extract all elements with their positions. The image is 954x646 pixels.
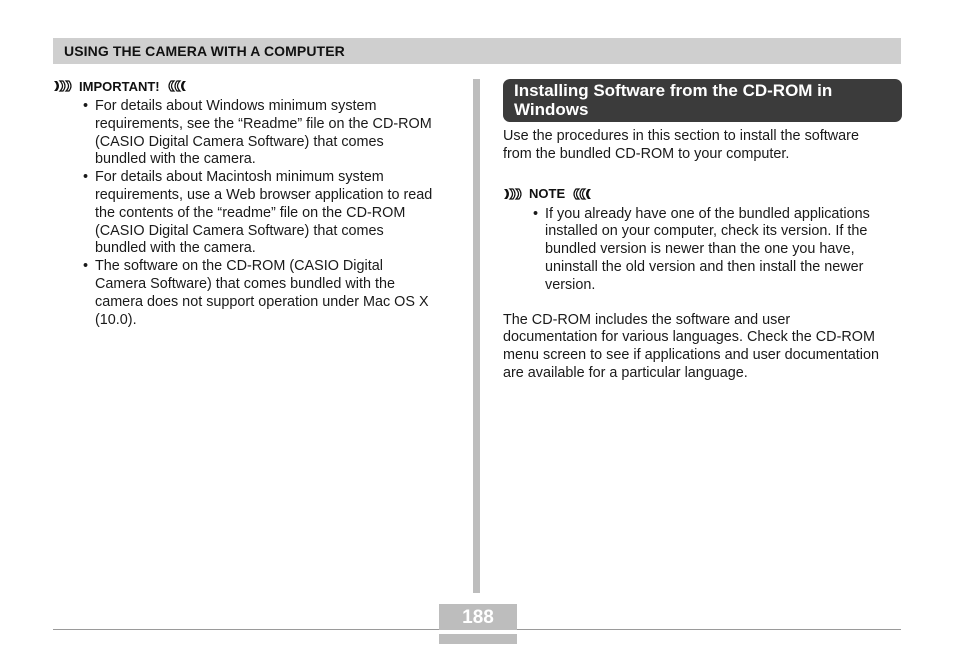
column-divider <box>473 79 480 593</box>
note-list <box>503 206 903 295</box>
important-label: IMPORTANT! <box>79 78 160 94</box>
list-item: • For details about Windows minimum system requirements, see the “Readme” file on the CD-ROM (CASIO Digital Camera Software) that comes bundled with the camera. <box>83 98 432 168</box>
important-callout <box>53 78 458 94</box>
note-callout <box>503 186 903 202</box>
triple-arrow-right-icon <box>503 188 525 200</box>
list-item: • If you already have one of the bundled applications installed on your computer, check its version. If the bundled version is newer than the one you have, uninstall the old version and then install the newer version. <box>533 205 870 293</box>
triple-arrow-left-icon <box>165 80 187 92</box>
right-column <box>503 79 903 383</box>
triple-arrow-left-icon <box>570 188 592 200</box>
page-number-box <box>439 604 517 644</box>
section-header-bar <box>53 38 901 64</box>
closing-paragraph: The CD-ROM includes the software and user documentation for various languages. Check the CD-ROM menu screen to see if applications and user documentation are available for a particular language. <box>503 311 879 381</box>
list-item: • The software on the CD-ROM (CASIO Digital Camera Software) that comes bundled with the camera does not support operation under Mac OS X (10.0). <box>83 258 429 328</box>
list-item: • For details about Macintosh minimum system requirements, use a Web browser application to read the contents of the “readme” file on the CD-ROM (CASIO Digital Camera Software) that comes bundled with the camera. <box>83 169 433 257</box>
intro-paragraph: Use the procedures in this section to install the software from the bundled CD-ROM to your computer. <box>503 128 859 162</box>
page-number: 188 <box>439 604 517 630</box>
important-list <box>53 98 458 329</box>
triple-arrow-right-icon <box>53 80 75 92</box>
left-column <box>53 78 458 329</box>
section-heading: Installing Software from the CD-ROM in Windows <box>503 79 902 122</box>
section-header-title: USING THE CAMERA WITH A COMPUTER <box>64 43 345 59</box>
note-label: NOTE <box>529 186 566 202</box>
